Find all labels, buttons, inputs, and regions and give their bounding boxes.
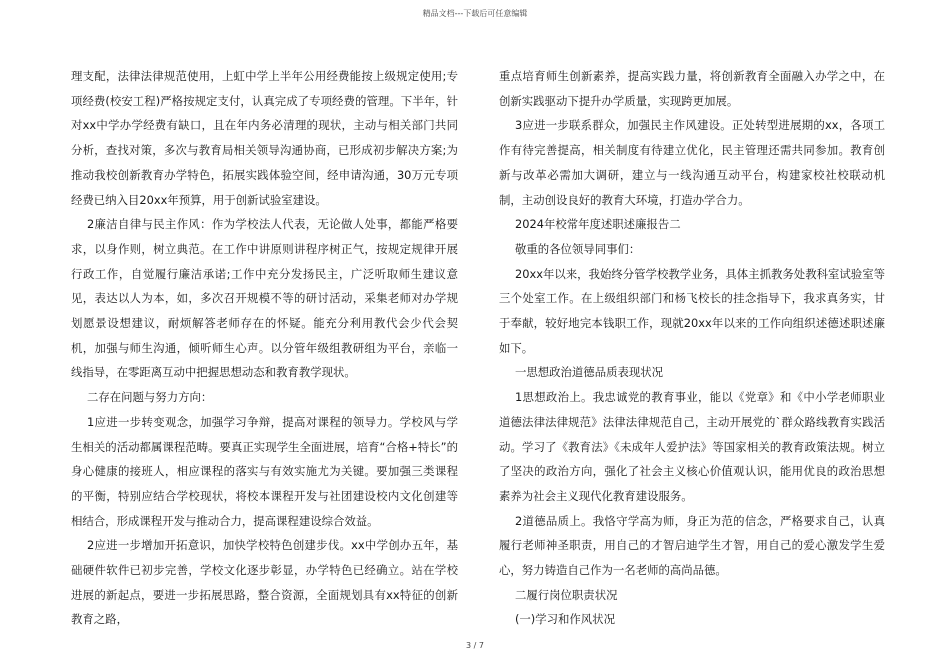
paragraph: 理支配，法律法律规范使用，上虹中学上半年公用经费能按上级规定使用;专项经费(校安工程)严格按规定支付，认真完成了专项经费的管理。下半年，针对xx中学办学经费有缺口，且在年内务必清理的现状，主动与相关部门共同分析，查找对策，多次与教育局相关领导沟通协商，已形成初步解决方案;为推动我校创新教育办学特色，拓展实践体验空间，经申请沟通，30万元专项经费已纳入目20xx年预算，用于创新试验室建设。 bbox=[71, 69, 458, 207]
left-column bbox=[71, 64, 458, 632]
section-heading: 一思想政治道德品质表现状况 bbox=[514, 365, 664, 380]
right-column bbox=[499, 64, 885, 632]
report-title: 2024年校常年度述职述廉报告二 bbox=[514, 217, 681, 232]
salutation: 敬重的各位领导同事们： bbox=[514, 241, 641, 256]
section-heading: 二履行岗位职责状况 bbox=[514, 587, 618, 602]
paragraph: 2应进一步增加开拓意识，加快学校特色创建步伐。xx中学创办五年，基础硬件软件已初步完善，学校文化逐步彰显，办学特色已经确立。站在学校进展的新起点，要进一步拓展思路，整合资源，全面规划具有xx特征的创新教育之路， bbox=[71, 538, 458, 627]
paragraph: 1应进一步转变观念，加强学习争辩，提高对课程的领导力。学校风与学生相关的活动都属课程范畴。要真正实现学生全面进展，培育“合格+特长”的身心健康的接班人，相应课程的落实与有效实施尤为关键。要加强三类课程的平衡，特别应结合学校现状，将校本课程开发与社团建设校内文化创建等相结合，形成课程开发与推动合力，提高课程建设综合效益。 bbox=[71, 414, 458, 528]
page-header: 精品文档---下载后可任意编辑 bbox=[422, 9, 528, 18]
page-number: 3 / 7 bbox=[466, 641, 484, 650]
paragraph: 重点培育师生创新素养，提高实践力量，将创新教育全面融入办学之中，在创新实践驱动下提升办学质量，实现跨更加展。 bbox=[499, 69, 885, 108]
subsection-heading: (一)学习和作风状况 bbox=[514, 612, 615, 627]
paragraph: 2廉洁自律与民主作风：作为学校法人代表，无论做人处事，都能严格要求，以身作则，树立典范。在工作中讲原则讲程序树正气，按规定规律开展行政工作，自觉履行廉洁承诺;工作中充分发扬民主，广泛听取师生建议意见，表达以人为本，如，多次召开规模不等的研讨活动，采集老师对办学规划愿景设想建议，耐烦解答老师存在的怀疑。能充分利用教代会少代会契机，加强与师生沟通，倾听师生心声。以分管年级组教研组为平台，亲临一线指导，在零距离互动中把握思想动态和教育教学现状。 bbox=[71, 217, 458, 380]
paragraph: 3应进一步联系群众，加强民主作风建设。正处转型进展期的xx，各项工作有待完善提高，相关制度有待建立优化，民主管理还需共同参加。教育创新与改革必需加大调研，建立与一线沟通互动平台，构建家校社校联动机制，主动创设良好的教育大环境，打造办学合力。 bbox=[499, 118, 885, 207]
paragraph: 20xx年以来，我始终分管学校教学业务，具体主抓教务处教科室试验室等三个处室工作。在上级组织部门和杨飞校长的挂念指导下，我求真务实，甘于奉献，较好地完本钱职工作，现就20xx年以来的工作向组织述德述职述廉如下。 bbox=[499, 266, 885, 355]
paragraph: 2道德品质上。我恪守学高为师，身正为范的信念，严格要求自己，认真履行老师神圣职责，用自己的才智启迪学生才智，用自己的爱心激发学生爱心，努力铸造自己作为一名老师的高尚品德。 bbox=[499, 513, 885, 578]
paragraph: 1思想政治上。我忠诚党的教育事业，能以《党章》和《中小学老师职业道德法律法律规范》法律法律规范自己，主动开展党的`群众路线教育实践活动。学习了《教育法》《未成年人爱护法》等国家相关的教育政策法规。树立了坚决的政治方向，强化了社会主义核心价值观认识，能用优良的政治思想素养为社会主义现代化教育建设服务。 bbox=[499, 390, 885, 503]
section-heading: 二存在问题与努力方向： bbox=[86, 390, 213, 405]
